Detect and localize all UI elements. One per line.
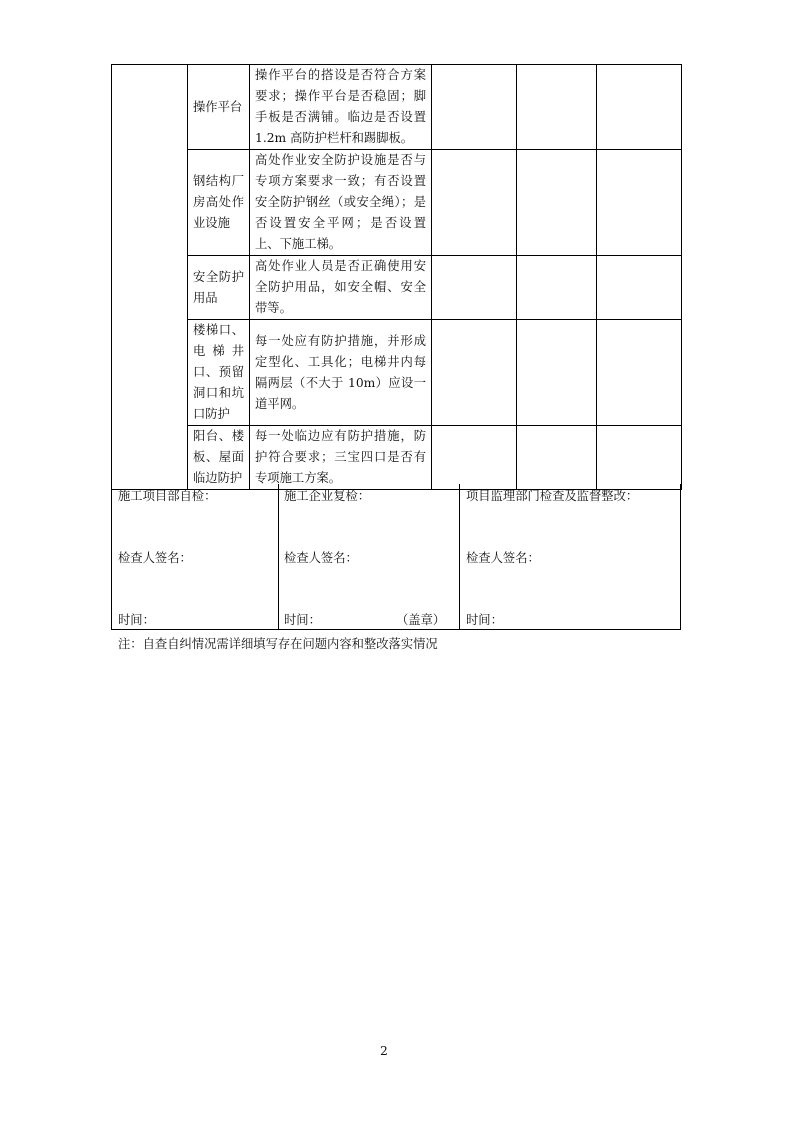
table-row [112, 426, 682, 490]
table-row [112, 65, 682, 150]
supervision-block [460, 484, 682, 629]
item-cell: 安全防护用品 [188, 256, 250, 320]
requirement-cell: 每一处应有防护措施，并形成定型化、工具化；电梯井内每隔两层（不大于 10m）应设一道平网。 [250, 320, 432, 426]
self-check-title: 施工项目部自检： [118, 489, 217, 503]
inspection-table [111, 64, 682, 490]
result-cell[interactable] [517, 426, 597, 490]
result-cell[interactable] [432, 320, 517, 426]
requirement-cell: 高处作业安全防护设施是否与专项方案要求一致；有否设置安全防护钢丝（或安全绳）；是否设置安全平网；是否设置上、下施工梯。 [250, 150, 432, 256]
result-cell[interactable] [517, 65, 597, 150]
self-check-block [112, 484, 279, 629]
result-cell[interactable] [517, 320, 597, 426]
result-cell[interactable] [597, 65, 682, 150]
result-cell[interactable] [432, 426, 517, 490]
table-row [112, 320, 682, 426]
time-label: 时间： [118, 613, 155, 627]
category-cell [112, 65, 188, 490]
requirement-cell: 高处作业人员是否正确使用安全防护用品，如安全帽、安全带等。 [250, 256, 432, 320]
time-label: 时间： [466, 613, 503, 627]
company-recheck-title: 施工企业复检： [284, 489, 371, 503]
table-row [112, 150, 682, 256]
signer-label: 检查人签名： [466, 551, 540, 565]
result-cell[interactable] [432, 150, 517, 256]
item-cell: 钢结构厂房高处作业设施 [188, 150, 250, 256]
result-cell[interactable] [432, 256, 517, 320]
result-cell[interactable] [432, 65, 517, 150]
result-cell[interactable] [597, 426, 682, 490]
result-cell[interactable] [597, 150, 682, 256]
requirement-cell: 操作平台的搭设是否符合方案要求；操作平台是否稳固；脚手板是否满铺。临边是否设置 1.2m 高防护栏杆和踢脚板。 [250, 65, 432, 150]
footnote: 注：自查自纠情况需详细填写存在问题内容和整改落实情况 [118, 637, 438, 651]
company-recheck-block [278, 484, 460, 629]
page-number: 2 [380, 1044, 388, 1058]
table-row [112, 256, 682, 320]
signer-label: 检查人签名： [284, 551, 358, 565]
signature-section [111, 484, 681, 630]
item-cell: 楼梯口、电梯井口、预留洞口和坑口防护 [188, 320, 250, 426]
result-cell[interactable] [597, 256, 682, 320]
signer-label: 检查人签名： [118, 551, 192, 565]
result-cell[interactable] [517, 150, 597, 256]
item-cell: 阳台、楼板、屋面临边防护 [188, 426, 250, 490]
seal-label: （盖章） [396, 613, 446, 627]
time-label: 时间： [284, 613, 321, 627]
result-cell[interactable] [597, 320, 682, 426]
item-cell: 操作平台 [188, 65, 250, 150]
requirement-cell: 每一处临边应有防护措施，防护符合要求；三宝四口是否有专项施工方案。 [250, 426, 432, 490]
supervision-title: 项目监理部门检查及监督整改： [466, 489, 639, 503]
result-cell[interactable] [517, 256, 597, 320]
